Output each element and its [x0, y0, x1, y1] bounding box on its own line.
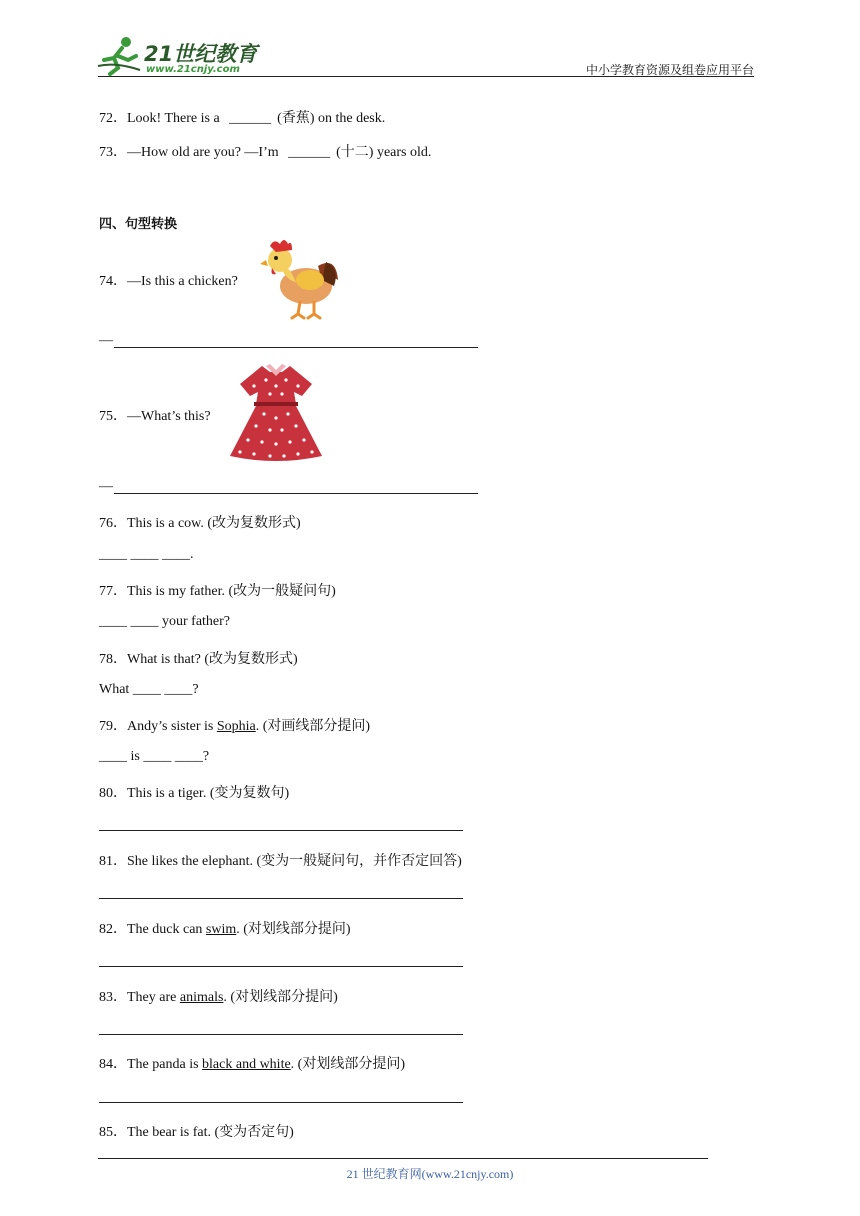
answer-77[interactable]: ____ ____ your father?: [99, 614, 231, 629]
answer-76[interactable]: ____ ____ ____.: [99, 547, 194, 562]
logo-title: 21世纪教育: [144, 42, 258, 66]
question-number: 82．: [99, 922, 127, 937]
question-number: 85．: [99, 1125, 127, 1140]
question-83: [99, 986, 338, 1006]
question-number: 76．: [99, 516, 127, 531]
question-number: 75．: [99, 409, 127, 424]
underlined-word: black and white: [202, 1057, 291, 1072]
question-73: [99, 141, 431, 161]
answer-line-75[interactable]: —: [99, 479, 113, 494]
section-title: 四、句型转换: [99, 217, 178, 232]
question-text: —How old are you? —I’m: [127, 145, 279, 160]
fill-blank[interactable]: ______: [229, 111, 272, 126]
answer-79[interactable]: ____ is ____ ____?: [99, 749, 210, 764]
question-74: [99, 270, 238, 290]
question-85: [99, 1121, 294, 1141]
question-text: She likes the elephant. (变为一般疑问句，并作否定回答): [127, 854, 462, 869]
question-text: —What’s this?: [127, 409, 211, 424]
question-text: —Is this a chicken?: [127, 274, 238, 289]
question-number: 80．: [99, 786, 127, 801]
answer-line-81[interactable]: [99, 898, 463, 899]
question-number: 77．: [99, 584, 127, 599]
question-text-post: (香蕉) on the desk.: [277, 111, 386, 126]
question-77: [99, 580, 336, 600]
question-84: [99, 1053, 405, 1073]
question-82: [99, 918, 351, 938]
question-number: 83．: [99, 990, 127, 1005]
fill-blank[interactable]: ______: [288, 145, 331, 160]
question-79: [99, 715, 370, 735]
question-text: Andy’s sister is: [127, 719, 217, 734]
question-text-post: . (对划线部分提问): [223, 990, 338, 1005]
underlined-word: swim: [205, 922, 237, 937]
answer-underline: [114, 493, 478, 494]
question-75: [99, 405, 211, 425]
question-text-post: (十二) years old.: [336, 145, 432, 160]
runner-logo-icon: [96, 36, 146, 76]
footer-text[interactable]: 21 世纪教育网(www.21cnjy.com): [346, 1167, 514, 1181]
question-81: [99, 850, 462, 870]
question-text: The panda is: [127, 1057, 203, 1072]
question-number: 73．: [99, 145, 127, 160]
question-78: [99, 648, 298, 668]
question-number: 84．: [99, 1057, 127, 1072]
answer-line-80[interactable]: [99, 830, 463, 831]
underlined-word: animals: [179, 990, 224, 1005]
answer-78[interactable]: What ____ ____?: [99, 682, 199, 697]
chicken-image: [256, 236, 342, 320]
question-text: Look! There is a: [127, 111, 220, 126]
question-80: [99, 782, 289, 802]
header-divider: [98, 76, 754, 77]
question-number: 72．: [99, 111, 127, 126]
answer-line-84[interactable]: [99, 1102, 463, 1103]
answer-line-82[interactable]: [99, 966, 463, 967]
answer-line-83[interactable]: [99, 1034, 463, 1035]
question-text: They are: [127, 990, 180, 1005]
question-number: 74．: [99, 274, 127, 289]
underlined-word: Sophia: [216, 719, 256, 734]
question-number: 79．: [99, 719, 127, 734]
question-number: 78．: [99, 652, 127, 667]
question-72: [99, 107, 385, 127]
question-text-post: . (对划线部分提问): [290, 1057, 405, 1072]
answer-underline: [114, 347, 478, 348]
footer-divider: [98, 1158, 708, 1159]
question-76: [99, 512, 301, 532]
question-text: This is a cow. (改为复数形式): [127, 516, 301, 531]
header-logo: [96, 36, 276, 78]
question-text-post: . (对划线部分提问): [236, 922, 351, 937]
answer-line-74[interactable]: —: [99, 333, 113, 348]
question-text: What is that? (改为复数形式): [127, 652, 298, 667]
logo-url: www.21cnjy.com: [146, 64, 240, 75]
header-platform-text: 中小学教育资源及组卷应用平台: [585, 63, 754, 77]
question-text: This is a tiger. (变为复数句): [127, 786, 290, 801]
question-text: This is my father. (改为一般疑问句): [127, 584, 336, 599]
question-text: The bear is fat. (变为否定句): [127, 1125, 294, 1140]
question-text-post: . (对画线部分提问): [255, 719, 371, 734]
dress-image: [226, 362, 326, 466]
question-text: The duck can: [127, 922, 206, 937]
question-number: 81．: [99, 854, 127, 869]
